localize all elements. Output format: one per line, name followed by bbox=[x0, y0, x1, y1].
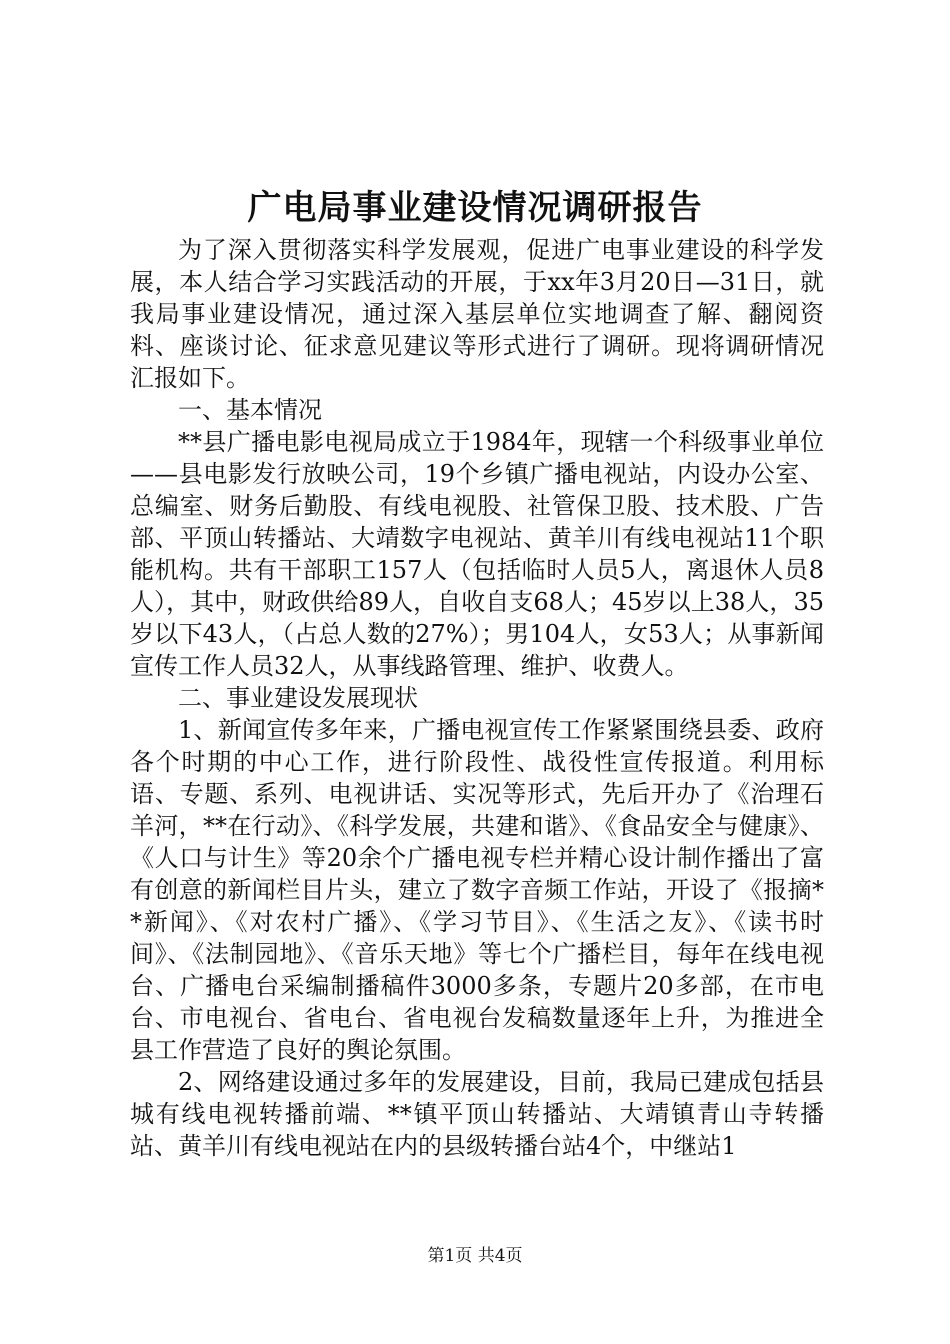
document-body bbox=[130, 234, 824, 1162]
page-footer: 第1页 共4页 bbox=[427, 1246, 523, 1266]
intro-paragraph: 为了深入贯彻落实科学发展观，促进广电事业建设的科学发展，本人结合学习实践活动的开展，于xx年3月20日—31日，就我局事业建设情况，通过深入基层单位实地调查了解、翻阅资料、座谈讨论、征求意见建议等形式进行了调研。现将调研情况汇报如下。 bbox=[130, 236, 824, 392]
basic-situation-paragraph: **县广播电影电视局成立于1984年，现辖一个科级事业单位——县电影发行放映公司，19个乡镇广播电视站，内设办公室、总编室、财务后勤股、有线电视股、社管保卫股、技术股、广告部、平顶山转播站、大靖数字电视站、黄羊川有线电视站11个职能机构。共有干部职工157人（包括临时人员5人，离退休人员8人），其中，财政供给89人，自收自支68人；45岁以上38人，35岁以下43人，（占总人数的27%）；男104人，女53人；从事新闻宣传工作人员32人，从事线路管理、维护、收费人。 bbox=[130, 428, 824, 680]
network-construction-paragraph: 2、网络建设通过多年的发展建设，目前，我局已建成包括县城有线电视转播前端、**镇平顶山转播站、大靖镇青山寺转播站、黄羊川有线电视站在内的县级转播台站4个，中继站1 bbox=[130, 1068, 824, 1160]
news-publicity-paragraph: 1、新闻宣传多年来，广播电视宣传工作紧紧围绕县委、政府各个时期的中心工作，进行阶段性、战役性宣传报道。利用标语、专题、系列、电视讲话、实况等形式，先后开办了《治理石羊河，**在行动》、《科学发展，共建和谐》、《食品安全与健康》、《人口与计生》等20余个广播电视专栏并精心设计制作播出了富有创意的新闻栏目片头，建立了数字音频工作站，开设了《报摘**新闻》、《对农村广播》、《学习节目》、《生活之友》、《读书时间》、《法制园地》、《音乐天地》等七个广播栏目，每年在线电视台、广播电台采编制播稿件3000多条，专题片20多部，在市电台、市电视台、省电台、省电视台发稿数量逐年上升，为推进全县工作营造了良好的舆论氛围。 bbox=[130, 716, 824, 1064]
document-title: 广电局事业建设情况调研报告 bbox=[247, 188, 703, 228]
section-heading-development-status: 二、事业建设发展现状 bbox=[178, 684, 418, 712]
section-heading-basic-situation: 一、基本情况 bbox=[178, 396, 322, 424]
